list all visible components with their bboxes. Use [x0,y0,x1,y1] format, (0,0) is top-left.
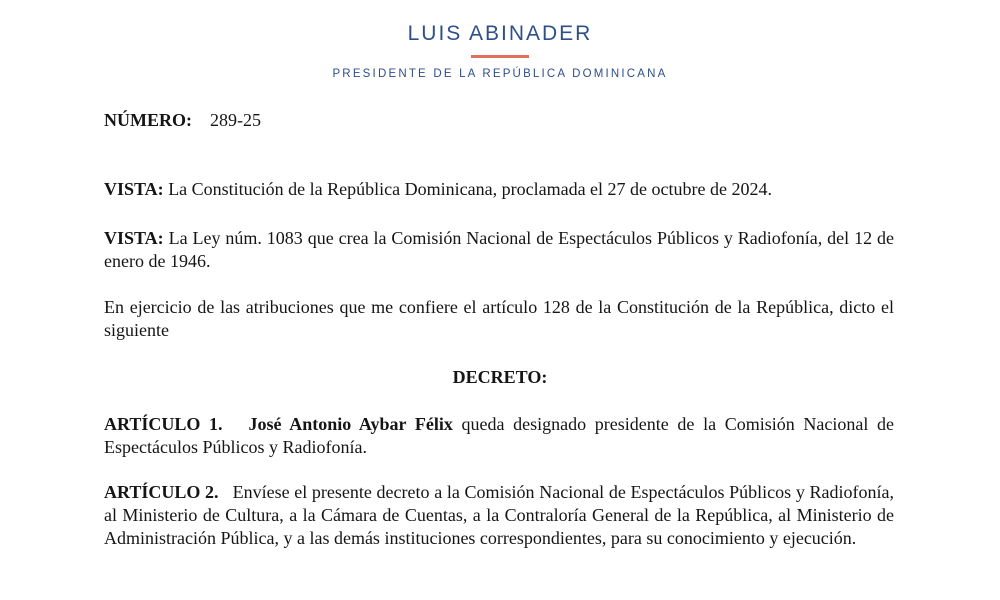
vista-label-1: VISTA: [104,179,164,199]
articulo-2 [104,481,894,550]
decreto-heading: DECRETO: [452,367,548,387]
letterhead-name: LUIS ABINADER [407,22,593,45]
letterhead-title: PRESIDENTE DE LA REPÚBLICA DOMINICANA [332,68,668,80]
decree-number-value: 289-25 [210,110,261,130]
articulo-2-text: Envíese el presente decreto a la Comisión Nacional de Espectáculos Públicos y Radiofonía, al Ministerio de Cultura, a la Cámara de Cuentas, a la Contraloría General de la República, al Ministerio de Administración Pública, y a las demás instituciones correspondientes, para su conocimiento y ejecución. [104,482,894,548]
articulo-2-label: ARTÍCULO 2. [104,482,219,502]
vista-paragraph-1 [104,178,894,201]
vista-text-1: La Constitución de la República Dominicana, proclamada el 27 de octubre de 2024. [163,179,772,199]
decree-number-label: NÚMERO: [104,110,192,130]
articulo-1 [104,413,894,459]
articulo-1-text: queda designado presidente de la Comisión Nacional de Espectáculos Públicos y Radiofonía. [104,414,895,457]
articulo-1-designee-name: José Antonio Aybar Félix [248,414,453,434]
vista-paragraph-2 [104,227,894,273]
vista-label-2: VISTA: [104,228,164,248]
decree-number [104,109,894,132]
ejercicio-paragraph: En ejercicio de las atribuciones que me confiere el artículo 128 de la Constitución de la República, dicto el siguiente [104,297,894,340]
vista-text-2: La Ley núm. 1083 que crea la Comisión Nacional de Espectáculos Públicos y Radiofonía, del 12 de enero de 1946. [104,228,894,271]
articulo-1-label: ARTÍCULO 1. [104,414,223,434]
letterhead-accent-rule [471,55,529,58]
